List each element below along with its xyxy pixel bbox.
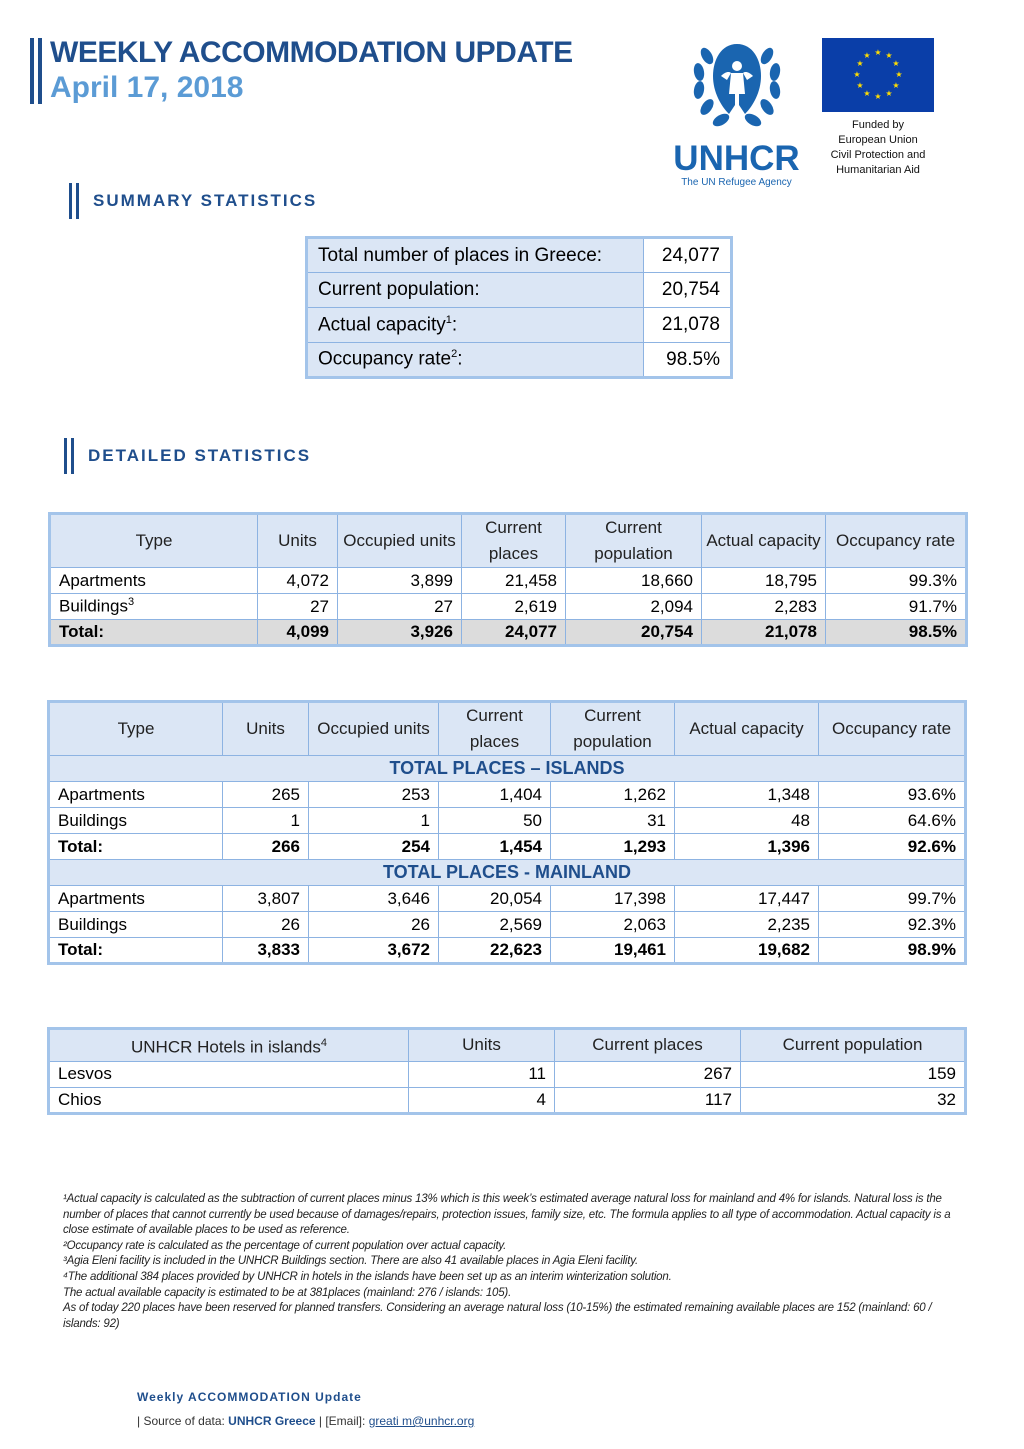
- eu-caption-line: European Union: [838, 134, 918, 146]
- footnote: As of today 220 places have been reserved for planned transfers. Considering an average natural loss (10-15%) the estimated remaining available places are 152 (mainland: 60 / islands: 92): [63, 1302, 932, 1330]
- footer-source-prefix: | Source of data:: [137, 1414, 229, 1428]
- footnote: ²Occupancy rate is calculated as the percentage of current population over actual capacity.: [63, 1239, 507, 1252]
- cell-occupancy-rate: 92.6%: [819, 834, 966, 860]
- hotels-table: [47, 1027, 967, 1115]
- cell-actual-capacity: 2,283: [702, 594, 826, 620]
- cell-actual-capacity: 19,682: [675, 938, 819, 964]
- cell-current-population: 17,398: [551, 886, 675, 912]
- cell-occupied-units: 3,672: [309, 938, 439, 964]
- unhcr-emblem-icon: [677, 36, 797, 136]
- table-row: [49, 782, 966, 808]
- table-header-row: [49, 1029, 966, 1062]
- svg-text:★: ★: [892, 59, 900, 68]
- title-block: [30, 36, 573, 106]
- cell-current-places: 20,054: [439, 886, 551, 912]
- unhcr-tagline: The UN Refugee Agency: [681, 177, 792, 188]
- unhcr-wordmark: UNHCR: [673, 139, 800, 178]
- summary-label-cell: [307, 343, 644, 378]
- cell-occupancy-rate: 64.6%: [819, 808, 966, 834]
- cell-current-places: 22,623: [439, 938, 551, 964]
- cell-current-population: 159: [741, 1061, 966, 1087]
- cell-units: 4: [409, 1087, 555, 1113]
- cell-units: 27: [258, 594, 338, 620]
- cell-actual-capacity: 21,078: [702, 620, 826, 646]
- eu-funding-caption: [814, 118, 942, 178]
- cell-type: Apartments: [49, 782, 223, 808]
- summary-label: Actual capacity: [318, 314, 446, 336]
- col-header-current-places: Current places: [462, 514, 566, 568]
- summary-label: Occupancy rate: [318, 348, 452, 370]
- table-row: [49, 912, 966, 938]
- summary-value: 98.5%: [644, 343, 732, 378]
- cell-type: Total:: [49, 938, 223, 964]
- cell-occupied-units: 3,646: [309, 886, 439, 912]
- summary-label: Total number of places in Greece:: [307, 238, 644, 273]
- cell-current-population: 19,461: [551, 938, 675, 964]
- cell-type: Total:: [49, 834, 223, 860]
- table-header-row: [50, 514, 967, 568]
- cell-type: Total:: [50, 620, 258, 646]
- cell-occupancy-rate: 91.7%: [826, 594, 967, 620]
- col-header-type: Type: [50, 514, 258, 568]
- cell-units: 3,807: [223, 886, 309, 912]
- summary-value: 24,077: [644, 238, 732, 273]
- cell-island: Chios: [49, 1087, 409, 1113]
- cell-occupied-units: 254: [309, 834, 439, 860]
- footnote: ³Agia Eleni facility is included in the UNHCR Buildings section. There are also 41 available places in Agia Eleni facility.: [63, 1255, 638, 1268]
- cell-current-population: 18,660: [566, 568, 702, 594]
- cell-current-places: 117: [555, 1087, 741, 1113]
- svg-text:★: ★: [856, 59, 864, 68]
- summary-label: Current population:: [307, 273, 644, 308]
- svg-text:★: ★: [863, 89, 871, 98]
- detailed-heading: [64, 438, 311, 474]
- detailed-heading-label: DETAILED STATISTICS: [88, 446, 312, 465]
- cell-current-population: 2,094: [566, 594, 702, 620]
- cell-units: 11: [409, 1061, 555, 1087]
- eu-flag-logo: [822, 38, 934, 112]
- cell-type: Apartments: [49, 886, 223, 912]
- cell-current-places: 1,454: [439, 834, 551, 860]
- cell-type: Buildings: [49, 912, 223, 938]
- cell-occupied-units: 26: [309, 912, 439, 938]
- svg-text:★: ★: [892, 81, 900, 90]
- footnote-ref: 1: [445, 313, 452, 326]
- footnotes: [63, 1192, 961, 1332]
- col-header-units: Units: [223, 702, 309, 756]
- cell-occupancy-rate: 93.6%: [819, 782, 966, 808]
- cell-current-population: 2,063: [551, 912, 675, 938]
- summary-label-cell: [307, 308, 644, 343]
- summary-value: 21,078: [644, 308, 732, 343]
- cell-current-population: 20,754: [566, 620, 702, 646]
- cell-current-places: 21,458: [462, 568, 566, 594]
- cell-units: 266: [223, 834, 309, 860]
- eu-caption-line: Humanitarian Aid: [836, 164, 920, 176]
- svg-text:★: ★: [853, 70, 861, 79]
- total-row: [49, 834, 966, 860]
- cell-occupied-units: 3,899: [338, 568, 462, 594]
- cell-actual-capacity: 1,396: [675, 834, 819, 860]
- col-header-actual-capacity: Actual capacity: [675, 702, 819, 756]
- cell-current-places: 267: [555, 1061, 741, 1087]
- summary-label-suffix: :: [457, 348, 463, 370]
- col-header-hotels: [49, 1029, 409, 1062]
- cell-type: Buildings: [49, 808, 223, 834]
- table-row: [49, 1087, 966, 1113]
- cell-current-population: 1,293: [551, 834, 675, 860]
- summary-table: [305, 236, 733, 379]
- table-row: [49, 886, 966, 912]
- cell-units: 4,099: [258, 620, 338, 646]
- footnote-ref: 4: [320, 1037, 327, 1049]
- cell-current-places: 50: [439, 808, 551, 834]
- cell-occupancy-rate: 99.7%: [819, 886, 966, 912]
- footer-email-link[interactable]: greati m@unhcr.org: [368, 1414, 475, 1428]
- cell-occupancy-rate: 92.3%: [819, 912, 966, 938]
- cell-actual-capacity: 17,447: [675, 886, 819, 912]
- page-title: WEEKLY ACCOMMODATION UPDATE: [50, 36, 573, 69]
- col-header-current-population: Current population: [741, 1029, 966, 1062]
- cell-units: 1: [223, 808, 309, 834]
- cell-occupancy-rate: 98.9%: [819, 938, 966, 964]
- cell-units: 26: [223, 912, 309, 938]
- cell-actual-capacity: 18,795: [702, 568, 826, 594]
- svg-text:★: ★: [863, 51, 871, 60]
- cell-island: Lesvos: [49, 1061, 409, 1087]
- col-header-current-places: Current places: [439, 702, 551, 756]
- cell-occupancy-rate: 98.5%: [826, 620, 967, 646]
- cell-units: 265: [223, 782, 309, 808]
- cell-actual-capacity: 48: [675, 808, 819, 834]
- col-header-units: Units: [409, 1029, 555, 1062]
- table-row: [50, 594, 967, 620]
- footer-source-org: UNHCR Greece: [228, 1414, 316, 1428]
- cell-units: 4,072: [258, 568, 338, 594]
- section-accent-bars: [64, 438, 74, 474]
- summary-heading-label: SUMMARY STATISTICS: [93, 191, 318, 210]
- col-header-occupancy-rate: Occupancy rate: [826, 514, 967, 568]
- footnote: ⁴The additional 384 places provided by UNHCR in hotels in the islands have been set up as an interim winterization solution.: [63, 1270, 672, 1283]
- cell-current-places: 24,077: [462, 620, 566, 646]
- col-header-type: Type: [49, 702, 223, 756]
- col-header-occupied-units: Occupied units: [309, 702, 439, 756]
- table-row: [49, 808, 966, 834]
- col-header-current-places: Current places: [555, 1029, 741, 1062]
- cell-type: Buildings: [59, 596, 128, 616]
- summary-value: 20,754: [644, 273, 732, 308]
- footnote: The actual available capacity is estimated to be at 381places (mainland: 276 / islands: 105).: [63, 1286, 512, 1299]
- cell-actual-capacity: 1,348: [675, 782, 819, 808]
- footnote-ref: 3: [128, 596, 135, 609]
- mainland-section-title: TOTAL PLACES - MAINLAND: [49, 860, 966, 886]
- summary-row: [307, 273, 732, 308]
- cell-occupied-units: 27: [338, 594, 462, 620]
- cell-current-population: 32: [741, 1087, 966, 1113]
- footer-title: Weekly ACCOMMODATION Update: [137, 1390, 362, 1404]
- col-header-current-population: Current population: [566, 514, 702, 568]
- cell-current-places: 2,569: [439, 912, 551, 938]
- col-header-current-population: Current population: [551, 702, 675, 756]
- summary-label-suffix: :: [451, 314, 458, 336]
- svg-text:★: ★: [885, 51, 893, 60]
- cell-type: Apartments: [50, 568, 258, 594]
- summary-row: [307, 343, 732, 378]
- eu-caption-line: Funded by: [852, 119, 904, 131]
- section-accent-bars: [69, 183, 79, 219]
- summary-heading: [69, 183, 317, 219]
- section-title-row: [49, 756, 966, 782]
- islands-section-title: TOTAL PLACES – ISLANDS: [49, 756, 966, 782]
- footer-email-prefix: | [Email]:: [315, 1414, 369, 1428]
- col-header-units: Units: [258, 514, 338, 568]
- col-header-occupied-units: Occupied units: [338, 514, 462, 568]
- detailed-islands-mainland-table: [47, 700, 967, 965]
- footnote: ¹Actual capacity is calculated as the subtraction of current places minus 13% which is this week’s estimated average natural loss for mainland and 4% for islands. Natural loss is the number of places that cannot currently be used because of damages/repairs, protection issues, family size, etc. The formula applies to all type of accommodation. Actual capacity is a close estimate of available places to be used as reference.: [63, 1193, 951, 1237]
- cell-occupied-units: 1: [309, 808, 439, 834]
- cell-current-population: 1,262: [551, 782, 675, 808]
- cell-occupancy-rate: 99.3%: [826, 568, 967, 594]
- cell-current-places: 1,404: [439, 782, 551, 808]
- col-header-occupancy-rate: Occupancy rate: [819, 702, 966, 756]
- svg-text:★: ★: [856, 81, 864, 90]
- table-row: [50, 568, 967, 594]
- cell-occupied-units: 253: [309, 782, 439, 808]
- section-title-row: [49, 860, 966, 886]
- cell-units: 3,833: [223, 938, 309, 964]
- col-header-actual-capacity: Actual capacity: [702, 514, 826, 568]
- table-row: [49, 1061, 966, 1087]
- footer-source: [137, 1414, 474, 1428]
- summary-row: [307, 308, 732, 343]
- svg-text:★: ★: [895, 70, 903, 79]
- eu-caption-line: Civil Protection and: [830, 149, 926, 161]
- unhcr-logo: [664, 36, 809, 188]
- cell-occupied-units: 3,926: [338, 620, 462, 646]
- cell-current-places: 2,619: [462, 594, 566, 620]
- total-row: [49, 938, 966, 964]
- total-row: [50, 620, 967, 646]
- title-accent-bars: [30, 38, 42, 104]
- cell-actual-capacity: 2,235: [675, 912, 819, 938]
- svg-text:★: ★: [885, 89, 893, 98]
- summary-row: [307, 238, 732, 273]
- table-header-row: [49, 702, 966, 756]
- footnote-ref: 2: [451, 348, 458, 361]
- detailed-totals-table: [48, 512, 968, 647]
- col-header-hotels-label: UNHCR Hotels in islands: [130, 1037, 321, 1057]
- page-date: April 17, 2018: [50, 71, 244, 104]
- eu-stars-icon: [822, 38, 934, 112]
- svg-text:★: ★: [874, 92, 882, 101]
- cell-current-population: 31: [551, 808, 675, 834]
- svg-text:★: ★: [874, 48, 882, 57]
- cell-type-with-ref: [50, 594, 258, 620]
